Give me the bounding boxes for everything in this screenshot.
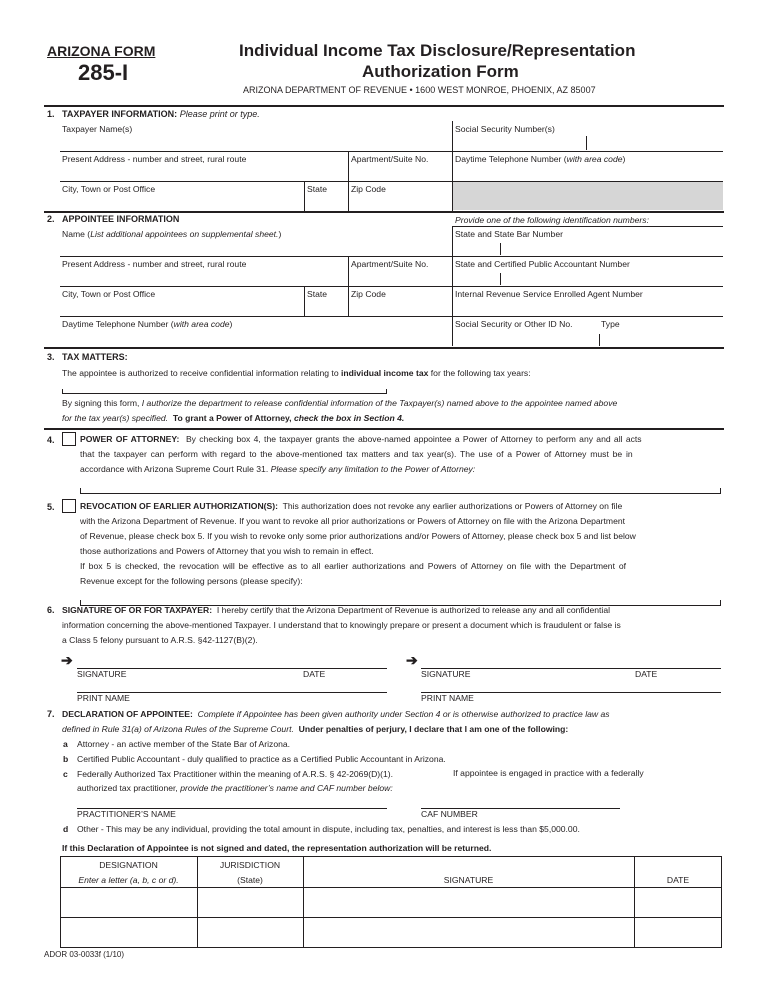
taxpayer-signature-field-2[interactable]: [421, 652, 721, 668]
appointee-name-field[interactable]: [60, 226, 452, 256]
shaded-area: [453, 182, 723, 210]
signature-header: SIGNATURE: [443, 875, 494, 885]
taxpayer-apt-field[interactable]: [349, 151, 452, 181]
section-6-number: 6.: [47, 605, 55, 615]
taxpayer-ssn-field[interactable]: [453, 121, 723, 151]
cpa-number-label: State and Certified Public Accountant Number: [455, 259, 630, 269]
taxpayer-state-label: State: [307, 184, 328, 194]
tax-years-field[interactable]: [62, 381, 387, 393]
state-bar-label: State and State Bar Number: [455, 229, 563, 239]
signature-label-1: SIGNATURE: [77, 669, 127, 679]
option-b-letter: b: [63, 754, 69, 764]
irs-agent-field[interactable]: [453, 286, 723, 316]
ssn-other-field[interactable]: [453, 316, 723, 346]
section-5-line2: with the Arizona Department of Revenue. If you want to revoke all prior authorizations or Powers of Attorney on file with the Arizona Department: [80, 516, 626, 526]
taxpayer-zip-field[interactable]: [349, 181, 452, 211]
taxpayer-phone-label: Daytime Telephone Number (with area code): [455, 154, 626, 164]
section-5-line1: REVOCATION OF EARLIER AUTHORIZATION(S): This authorization does not revoke any earlier authorizations or Powers of Attorney on file: [80, 501, 623, 511]
appointee-address-label: Present Address - number and street, rural route: [62, 259, 247, 269]
form-number: 285-I: [78, 60, 129, 85]
print-name-field-2[interactable]: [421, 678, 721, 692]
jurisdiction-subheader: (State): [237, 875, 263, 885]
poa-limitation-field[interactable]: [80, 480, 720, 494]
option-c-text2: authorized tax practitioner, provide the practitioner’s name and CAF number below:: [77, 783, 393, 793]
taxpayer-address-label: Present Address - number and street, rural route: [62, 154, 247, 164]
jurisdiction-cell-1[interactable]: [198, 888, 303, 917]
designation-header: DESIGNATION: [99, 860, 158, 870]
appointee-phone-field[interactable]: [60, 316, 452, 346]
section-3-title: TAX MATTERS:: [62, 352, 128, 362]
appointee-city-field[interactable]: [60, 286, 304, 316]
taxpayer-city-label: City, Town or Post Office: [62, 184, 156, 194]
section-6-line1: SIGNATURE OF OR FOR TAXPAYER: I hereby certify that the Arizona Department of Revenue is authorized to release any and all confidential: [62, 605, 611, 615]
form-code: ADOR 03-0033f (1/10): [44, 950, 125, 959]
power-of-attorney-instruction: for the tax year(s) specified. To grant a Power of Attorney, check the box in Section 4.: [62, 413, 405, 423]
appointee-name-label: Name (List additional appointees on supplemental sheet.): [62, 229, 282, 239]
option-c-text1: Federally Authorized Tax Practitioner within the meaning of A.R.S. § 42-2069(D)(1).: [77, 769, 394, 779]
section-7-number: 7.: [47, 709, 55, 719]
form-name: ARIZONA FORM: [47, 43, 156, 59]
section-1-number: 1.: [47, 109, 55, 119]
appointee-state-label: State: [307, 289, 328, 299]
taxpayer-apt-label: Apartment/Suite No.: [351, 154, 429, 164]
appointee-zip-field[interactable]: [349, 286, 452, 316]
signature-cell-1[interactable]: [304, 888, 634, 917]
power-of-attorney-checkbox[interactable]: [62, 432, 76, 446]
revocation-exceptions-field[interactable]: [80, 592, 720, 606]
option-a-letter: a: [63, 739, 68, 749]
type-label: Type: [601, 319, 620, 329]
taxpayer-signature-field-1[interactable]: [77, 652, 387, 668]
declaration-warning: If this Declaration of Appointee is not signed and dated, the representation authorization will be returned.: [62, 843, 492, 853]
section-6-line2: information concerning the above-mentioned Taxpayer. I understand that to knowingly prepare or present a document which is fraudulent or false is: [62, 620, 621, 630]
date-label-1: DATE: [303, 669, 326, 679]
section-4-line3: accordance with Arizona Supreme Court Rule 31. Please specify any limitation to the Power of Attorney:: [80, 464, 476, 474]
option-c-letter: c: [63, 769, 68, 779]
ssn-other-label: Social Security or Other ID No.: [455, 319, 573, 329]
taxpayer-name-label: Taxpayer Name(s): [62, 124, 133, 134]
section-7-intro2: defined in Rule 31(a) of Arizona Rules of the Supreme Court. Under penalties of perjury, I declare that I am one of the following:: [62, 724, 569, 734]
signature-label-2: SIGNATURE: [421, 669, 471, 679]
tax-matters-text: The appointee is authorized to receive confidential information relating to individual income tax for the following tax years:: [62, 368, 531, 378]
practitioner-name-label: PRACTITIONER’S NAME: [77, 809, 176, 819]
appointee-phone-label: Daytime Telephone Number (with area code): [62, 319, 233, 329]
option-a-text: Attorney - an active member of the State Bar of Arizona.: [77, 739, 291, 749]
taxpayer-name-field[interactable]: [60, 121, 452, 151]
arrow-icon: ➔: [406, 652, 418, 668]
form-title-line2: Authorization Form: [362, 62, 519, 81]
section-5-line4: those authorizations and Powers of Attorney that you wish to remain in effect.: [80, 546, 374, 556]
designation-cell-2[interactable]: [61, 918, 197, 947]
print-name-label-1: PRINT NAME: [77, 693, 130, 703]
section-5-line5: If box 5 is checked, the revocation will be effective as to all earlier authorizations and Powers of Attorney on file with the Department of: [80, 561, 627, 571]
appointee-address-field[interactable]: [60, 256, 348, 286]
option-b-text: Certified Public Accountant - duly qualified to practice as a Certified Public Accountant in Arizona.: [77, 754, 446, 764]
section-7-intro1: DECLARATION OF APPOINTEE: Complete if Appointee has been given authority under Section 4 or is otherwise authorized to practice law as: [62, 709, 610, 719]
arrow-icon: ➔: [61, 652, 73, 668]
taxpayer-state-field[interactable]: [305, 181, 348, 211]
section-4-line1: POWER OF ATTORNEY: By checking box 4, the taxpayer grants the above-named appointee a Power of Attorney to perform any and all acts: [80, 434, 642, 444]
practitioner-name-field[interactable]: [77, 794, 387, 808]
department-address: ARIZONA DEPARTMENT OF REVENUE • 1600 WEST MONROE, PHOENIX, AZ 85007: [243, 85, 596, 95]
section-5-number: 5.: [47, 502, 55, 512]
appointee-apt-field[interactable]: [349, 256, 452, 286]
taxpayer-address-field[interactable]: [60, 151, 348, 181]
print-name-field-1[interactable]: [77, 678, 387, 692]
revocation-checkbox[interactable]: [62, 499, 76, 513]
option-c-text1b: If appointee is engaged in practice with a federally: [453, 768, 644, 778]
caf-number-field[interactable]: [421, 794, 620, 808]
state-bar-field[interactable]: [453, 226, 723, 256]
authorization-statement: By signing this form, I authorize the department to release confidential information of the Taxpayer(s) named above to the appointee named above: [62, 398, 618, 408]
section-3-number: 3.: [47, 352, 55, 362]
signature-cell-2[interactable]: [304, 918, 634, 947]
option-d-text: Other - This may be any individual, providing the total amount in dispute, including tax, penalties, and interest is less than $5,000.00.: [77, 824, 580, 834]
taxpayer-ssn-label: Social Security Number(s): [455, 124, 555, 134]
date-cell-1[interactable]: [635, 888, 721, 917]
jurisdiction-header: JURISDICTION: [219, 860, 281, 870]
print-name-label-2: PRINT NAME: [421, 693, 474, 703]
date-cell-2[interactable]: [635, 918, 721, 947]
taxpayer-zip-label: Zip Code: [351, 184, 386, 194]
taxpayer-city-field[interactable]: [60, 181, 304, 211]
section-2-number: 2.: [47, 214, 55, 224]
jurisdiction-cell-2[interactable]: [198, 918, 303, 947]
id-numbers-instruction: Provide one of the following identification numbers:: [455, 215, 649, 225]
cpa-number-field[interactable]: [453, 256, 723, 286]
taxpayer-phone-field[interactable]: [453, 151, 723, 181]
section-1-title: TAXPAYER INFORMATION: Please print or type.: [62, 109, 260, 119]
designation-subheader: Enter a letter (a, b, c or d).: [78, 875, 179, 885]
date-label-2: DATE: [635, 669, 658, 679]
appointee-zip-label: Zip Code: [351, 289, 386, 299]
section-2-title: APPOINTEE INFORMATION: [62, 214, 180, 224]
designation-cell-1[interactable]: [61, 888, 197, 917]
appointee-state-field[interactable]: [305, 286, 348, 316]
appointee-apt-label: Apartment/Suite No.: [351, 259, 429, 269]
date-header: DATE: [666, 875, 690, 885]
section-4-line2: that the taxpayer can perform with regard to the above-mentioned tax matters and tax year(s). The use of a Power of Attorney must be in: [80, 449, 633, 459]
appointee-city-label: City, Town or Post Office: [62, 289, 156, 299]
section-4-number: 4.: [47, 435, 55, 445]
section-6-line3: a Class 5 felony pursuant to A.R.S. §42-1127(B)(2).: [62, 635, 258, 645]
option-d-letter: d: [63, 824, 69, 834]
form-title-line1: Individual Income Tax Disclosure/Representation: [239, 41, 636, 60]
section-5-line6: Revenue except for the following persons (please specify):: [80, 576, 303, 586]
irs-agent-label: Internal Revenue Service Enrolled Agent Number: [455, 289, 643, 299]
caf-number-label: CAF NUMBER: [421, 809, 478, 819]
section-5-line3: of Revenue, please check box 5. If you wish to revoke only some prior authorizations and/or Powers of Attorney, please check box 5 and list below: [80, 531, 636, 541]
